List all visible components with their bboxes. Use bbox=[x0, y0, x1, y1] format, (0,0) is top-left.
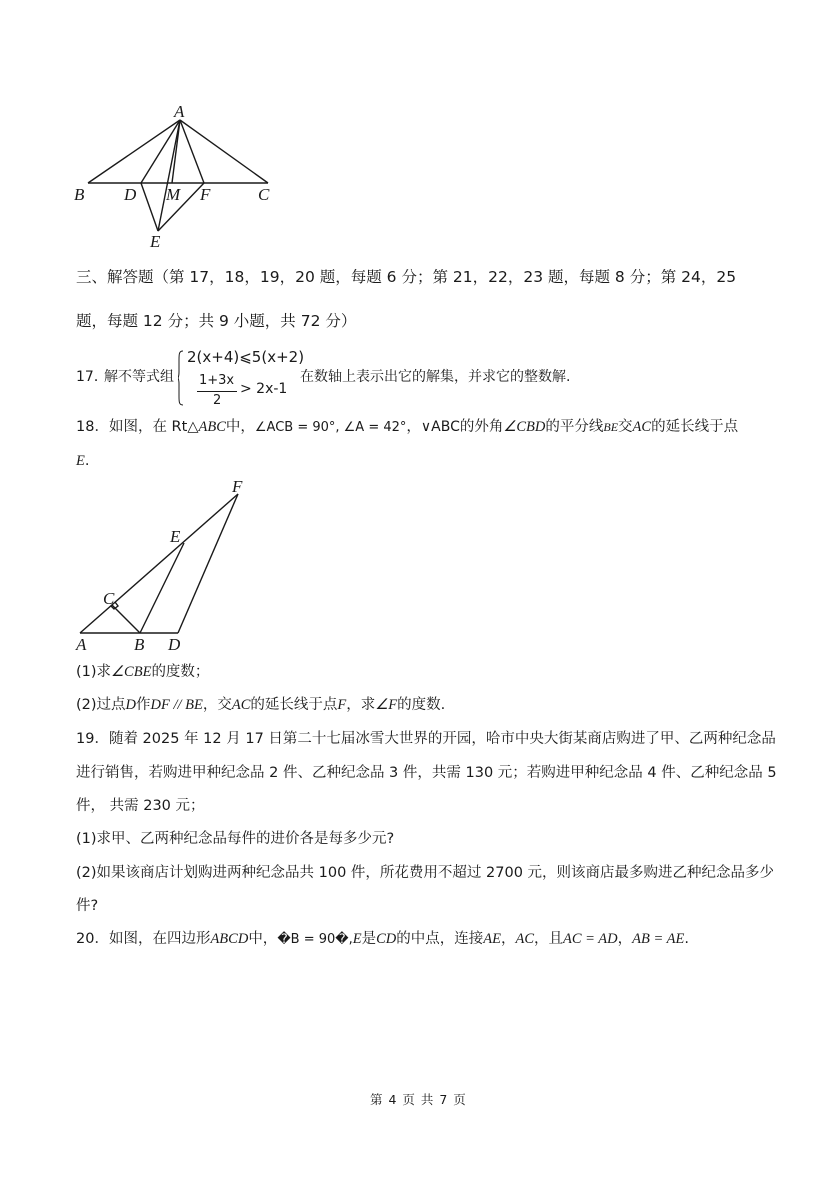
q18-sub2: (2)过点D作DF // BE，交AC的延长线于点F，求∠F的度数. bbox=[76, 697, 446, 713]
label-a: A bbox=[174, 102, 185, 121]
segment-cb bbox=[112, 605, 140, 633]
segment-fe bbox=[158, 183, 204, 231]
label-a: A bbox=[76, 635, 87, 654]
segment-ac bbox=[180, 120, 268, 183]
label-c: C bbox=[103, 589, 115, 608]
q17-inequality-2-rhs: > 2x-1 bbox=[240, 381, 288, 397]
q19-line2: 进行销售，若购进甲种纪念品 2 件、乙种纪念品 3 件，共需 130 元；若购进甲种纪念品 4 件、乙种纪念品 5 bbox=[76, 765, 777, 781]
label-m: M bbox=[166, 185, 181, 204]
segment-ab bbox=[88, 120, 180, 183]
segment-df bbox=[178, 494, 238, 633]
figure-triangle-abc-2 bbox=[70, 475, 270, 655]
label-b: B bbox=[74, 185, 85, 204]
section-heading-line2: 题，每题 12 分；共 9 小题，共 72 分） bbox=[76, 312, 357, 330]
label-f: F bbox=[200, 185, 211, 204]
label-c: C bbox=[258, 185, 270, 204]
q17-number: 17． bbox=[76, 369, 108, 385]
q17-fraction-denominator: 2 bbox=[213, 393, 222, 408]
q17-suffix: 在数轴上表示出它的解集，并求它的整数解. bbox=[300, 369, 571, 385]
page-footer: 第 4 页 共 7 页 bbox=[370, 1092, 467, 1107]
segment-af bbox=[80, 494, 238, 633]
q17-fraction-numerator: 1+3x bbox=[199, 373, 235, 388]
label-d: D bbox=[168, 635, 181, 654]
q20-line: 20．如图，在四边形ABCD中，�B = 90�,E是CD的中点，连接AE，AC，且AC = AD，AB = AE. bbox=[76, 931, 689, 947]
q19-sub1: (1)求甲、乙两种纪念品每件的进价各是每多少元? bbox=[76, 831, 395, 847]
label-f: F bbox=[232, 477, 243, 496]
q19-line3: 件， 共需 230 元； bbox=[76, 798, 205, 814]
q17-inequality-1: 2(x+4)⩽5(x+2) bbox=[187, 348, 305, 366]
q19-sub2-line2: 件? bbox=[76, 898, 99, 914]
section-heading-line1: 三、解答题（第 17，18，19，20 题，每题 6 分；第 21，22，23 题，每题 8 分；第 24，25 bbox=[76, 268, 737, 286]
label-b: B bbox=[134, 635, 145, 654]
q18-line1: 18．如图，在 Rt△ABC中，∠ACB = 90°, ∠A = 42°，∨ABC的外角∠CBD的平分线BE交AC的延长线于点 bbox=[76, 419, 739, 435]
q19-line1: 19．随着 2025 年 12 月 17 日第二十七届冰雪大世界的开园，哈市中央大街某商店购进了甲、乙两种纪念品 bbox=[76, 731, 776, 747]
figure-triangle-abc-1 bbox=[60, 100, 290, 255]
label-e: E bbox=[170, 527, 181, 546]
q17-brace bbox=[178, 350, 184, 406]
segment-be bbox=[140, 543, 184, 633]
label-e: E bbox=[150, 232, 161, 251]
q18-line2: E. bbox=[76, 453, 90, 469]
q17-fraction-bar bbox=[197, 391, 237, 392]
segment-de bbox=[141, 183, 158, 231]
q18-sub1: (1)求∠CBE的度数； bbox=[76, 664, 210, 680]
q19-sub2-line1: (2)如果该商店计划购进两种纪念品共 100 件，所花费用不超过 2700 元，则该商店最多购进乙种纪念品多少 bbox=[76, 865, 775, 881]
q17-prefix: 解不等式组 bbox=[104, 369, 174, 385]
label-d: D bbox=[124, 185, 137, 204]
